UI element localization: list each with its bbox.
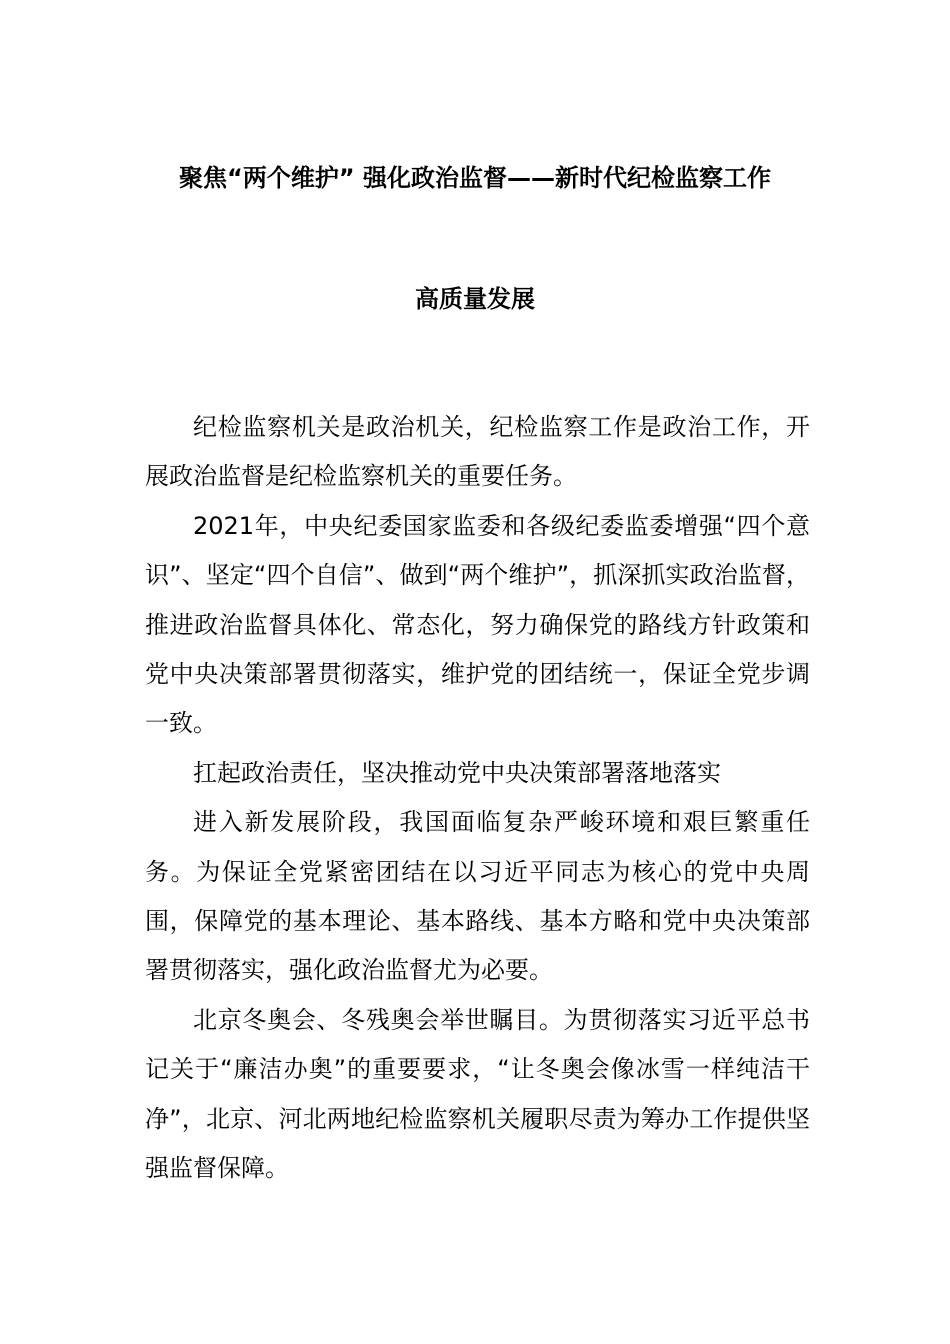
paragraph: 北京冬奥会、冬残奥会举世瞩目。为贯彻落实习近平总书记关于“廉洁办奥”的重要要求，“让冬奥会像冰雪一样纯洁干净”，北京、河北两地纪检监察机关履职尽责为筹办工作提供坚强监督保障。: [145, 1005, 810, 1183]
paragraph: 2021年，中央纪委国家监委和各级纪委监委增强“四个意识”、坚定“四个自信”、做到“两个维护”，抓深抓实政治监督，推进政治监督具体化、常态化，努力确保党的路线方针政策和党中央决策部署贯彻落实，维护党的团结统一，保证全党步调一致。: [145, 511, 810, 738]
document-title-line-1: 聚焦“两个维护” 强化政治监督——新时代纪检监察工作: [179, 164, 771, 192]
document-body: [145, 403, 810, 1194]
paragraph: 纪检监察机关是政治机关，纪检监察工作是政治工作，开展政治监督是纪检监察机关的重要任务。: [145, 413, 810, 491]
section-heading-paragraph: 扛起政治责任，坚决推动党中央决策部署落地落实: [193, 758, 721, 787]
document-title-line-2: 高质量发展: [415, 285, 535, 313]
paragraph: 进入新发展阶段，我国面临复杂严峻环境和艰巨繁重任务。为保证全党紧密团结在以习近平同志为核心的党中央周围，保障党的基本理论、基本路线、基本方略和党中央决策部署贯彻落实，强化政治监督尤为必要。: [145, 808, 810, 985]
